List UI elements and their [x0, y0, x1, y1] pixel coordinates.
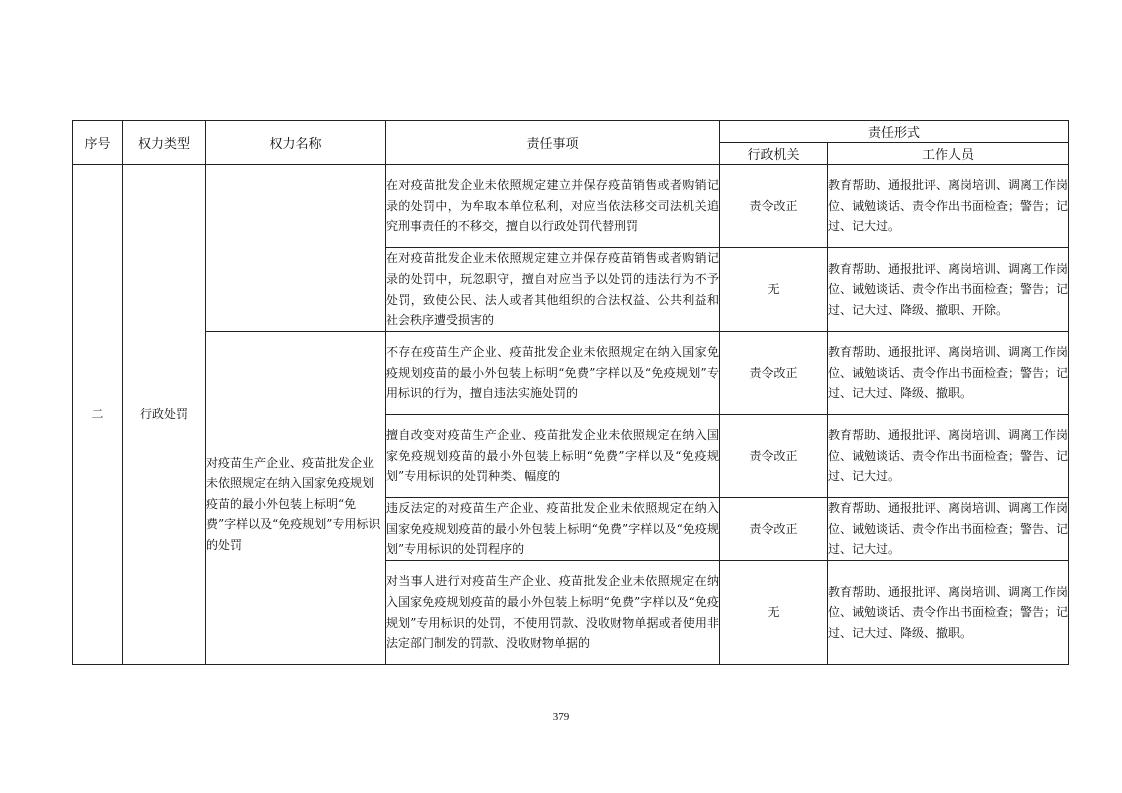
staff-form: 教育帮助、通报批评、离岗培训、调离工作岗位、诫勉谈话、责令作出书面检查；警告、记过、记大过。 [828, 415, 1069, 498]
responsibility-matter: 在对疫苗批发企业未依照规定建立并保存疫苗销售或者购销记录的处罚中，为牟取本单位私利，对应当依法移交司法机关追究刑事责任的不移交，擅自以行政处罚代替刑罚 [386, 165, 720, 248]
agency-form: 责令改正 [720, 415, 828, 498]
agency-form: 责令改正 [720, 165, 828, 248]
responsibility-matter: 违反法定的对疫苗生产企业、疫苗批发企业未依照规定在纳入国家免疫规划疫苗的最小外包装上标明“免费”字样以及“免疫规划”专用标识的处罚程序的 [386, 498, 720, 561]
power-name-text: 对疫苗生产企业、疫苗批发企业未依照规定在纳入国家免疫规划疫苗的最小外包装上标明“免费”字样以及“免疫规划”专用标识的处罚 [206, 455, 381, 552]
responsibility-matter: 擅自改变对疫苗生产企业、疫苗批发企业未依照规定在纳入国家免疫规划疫苗的最小外包装上标明“免费”字样以及“免疫规划”专用标识的处罚种类、幅度的 [386, 415, 720, 498]
table-row [73, 332, 1069, 415]
responsibility-matter: 对当事人进行对疫苗生产企业、疫苗批发企业未依照规定在纳入国家免疫规划疫苗的最小外包装上标明“免费”字样以及“免疫规划”专用标识的处罚，不使用罚款、没收财物单据或者使用非法定部门制发的罚款、没收财物单据的 [386, 561, 720, 665]
header-agency: 行政机关 [720, 143, 828, 165]
power-type-cell: 行政处罚 [123, 165, 206, 665]
agency-form: 无 [720, 561, 828, 665]
staff-form: 教育帮助、通报批评、离岗培训、调离工作岗位、诫勉谈话、责令作出书面检查；警告；记过、记大过、降级、撤职。 [828, 332, 1069, 415]
staff-form: 教育帮助、通报批评、离岗培训、调离工作岗位、诫勉谈话、责令作出书面检查；警告；记过、记大过、降级、撤职。 [828, 561, 1069, 665]
table-row [73, 165, 1069, 248]
header-power-name: 权力名称 [206, 121, 386, 165]
header-row-1 [73, 121, 1069, 143]
responsibility-matter: 在对疫苗批发企业未依照规定建立并保存疫苗销售或者购销记录的处罚中，玩忽职守，擅自对应当予以处罚的违法行为不予处罚，致使公民、法人或者其他组织的合法权益、公共利益和社会秩序遭受损害的 [386, 248, 720, 332]
responsibility-matter: 不存在疫苗生产企业、疫苗批发企业未依照规定在纳入国家免疫规划疫苗的最小外包装上标明“免费”字样以及“免疫规划”专用标识的行为，擅自违法实施处罚的 [386, 332, 720, 415]
header-responsibility-matters: 责任事项 [386, 121, 720, 165]
staff-form: 教育帮助、通报批评、离岗培训、调离工作岗位、诫勉谈话、责令作出书面检查；警告、记过、记大过。 [828, 498, 1069, 561]
header-power-type: 权力类型 [123, 121, 206, 165]
agency-form: 责令改正 [720, 498, 828, 561]
agency-form: 责令改正 [720, 332, 828, 415]
power-name-cell [206, 332, 386, 665]
staff-form: 教育帮助、通报批评、离岗培训、调离工作岗位、诫勉谈话、责令作出书面检查；警告；记过、记大过、降级、撤职、开除。 [828, 248, 1069, 332]
header-staff: 工作人员 [828, 143, 1069, 165]
power-name-cell-empty [206, 165, 386, 332]
agency-form: 无 [720, 248, 828, 332]
page-number: 379 [552, 711, 570, 723]
header-seq: 序号 [73, 121, 123, 165]
header-responsibility-form: 责任形式 [720, 121, 1069, 143]
staff-form: 教育帮助、通报批评、离岗培训、调离工作岗位、诫勉谈话、责令作出书面检查；警告；记过、记大过。 [828, 165, 1069, 248]
seq-cell: 二 [73, 165, 123, 665]
responsibility-table [72, 120, 1069, 665]
